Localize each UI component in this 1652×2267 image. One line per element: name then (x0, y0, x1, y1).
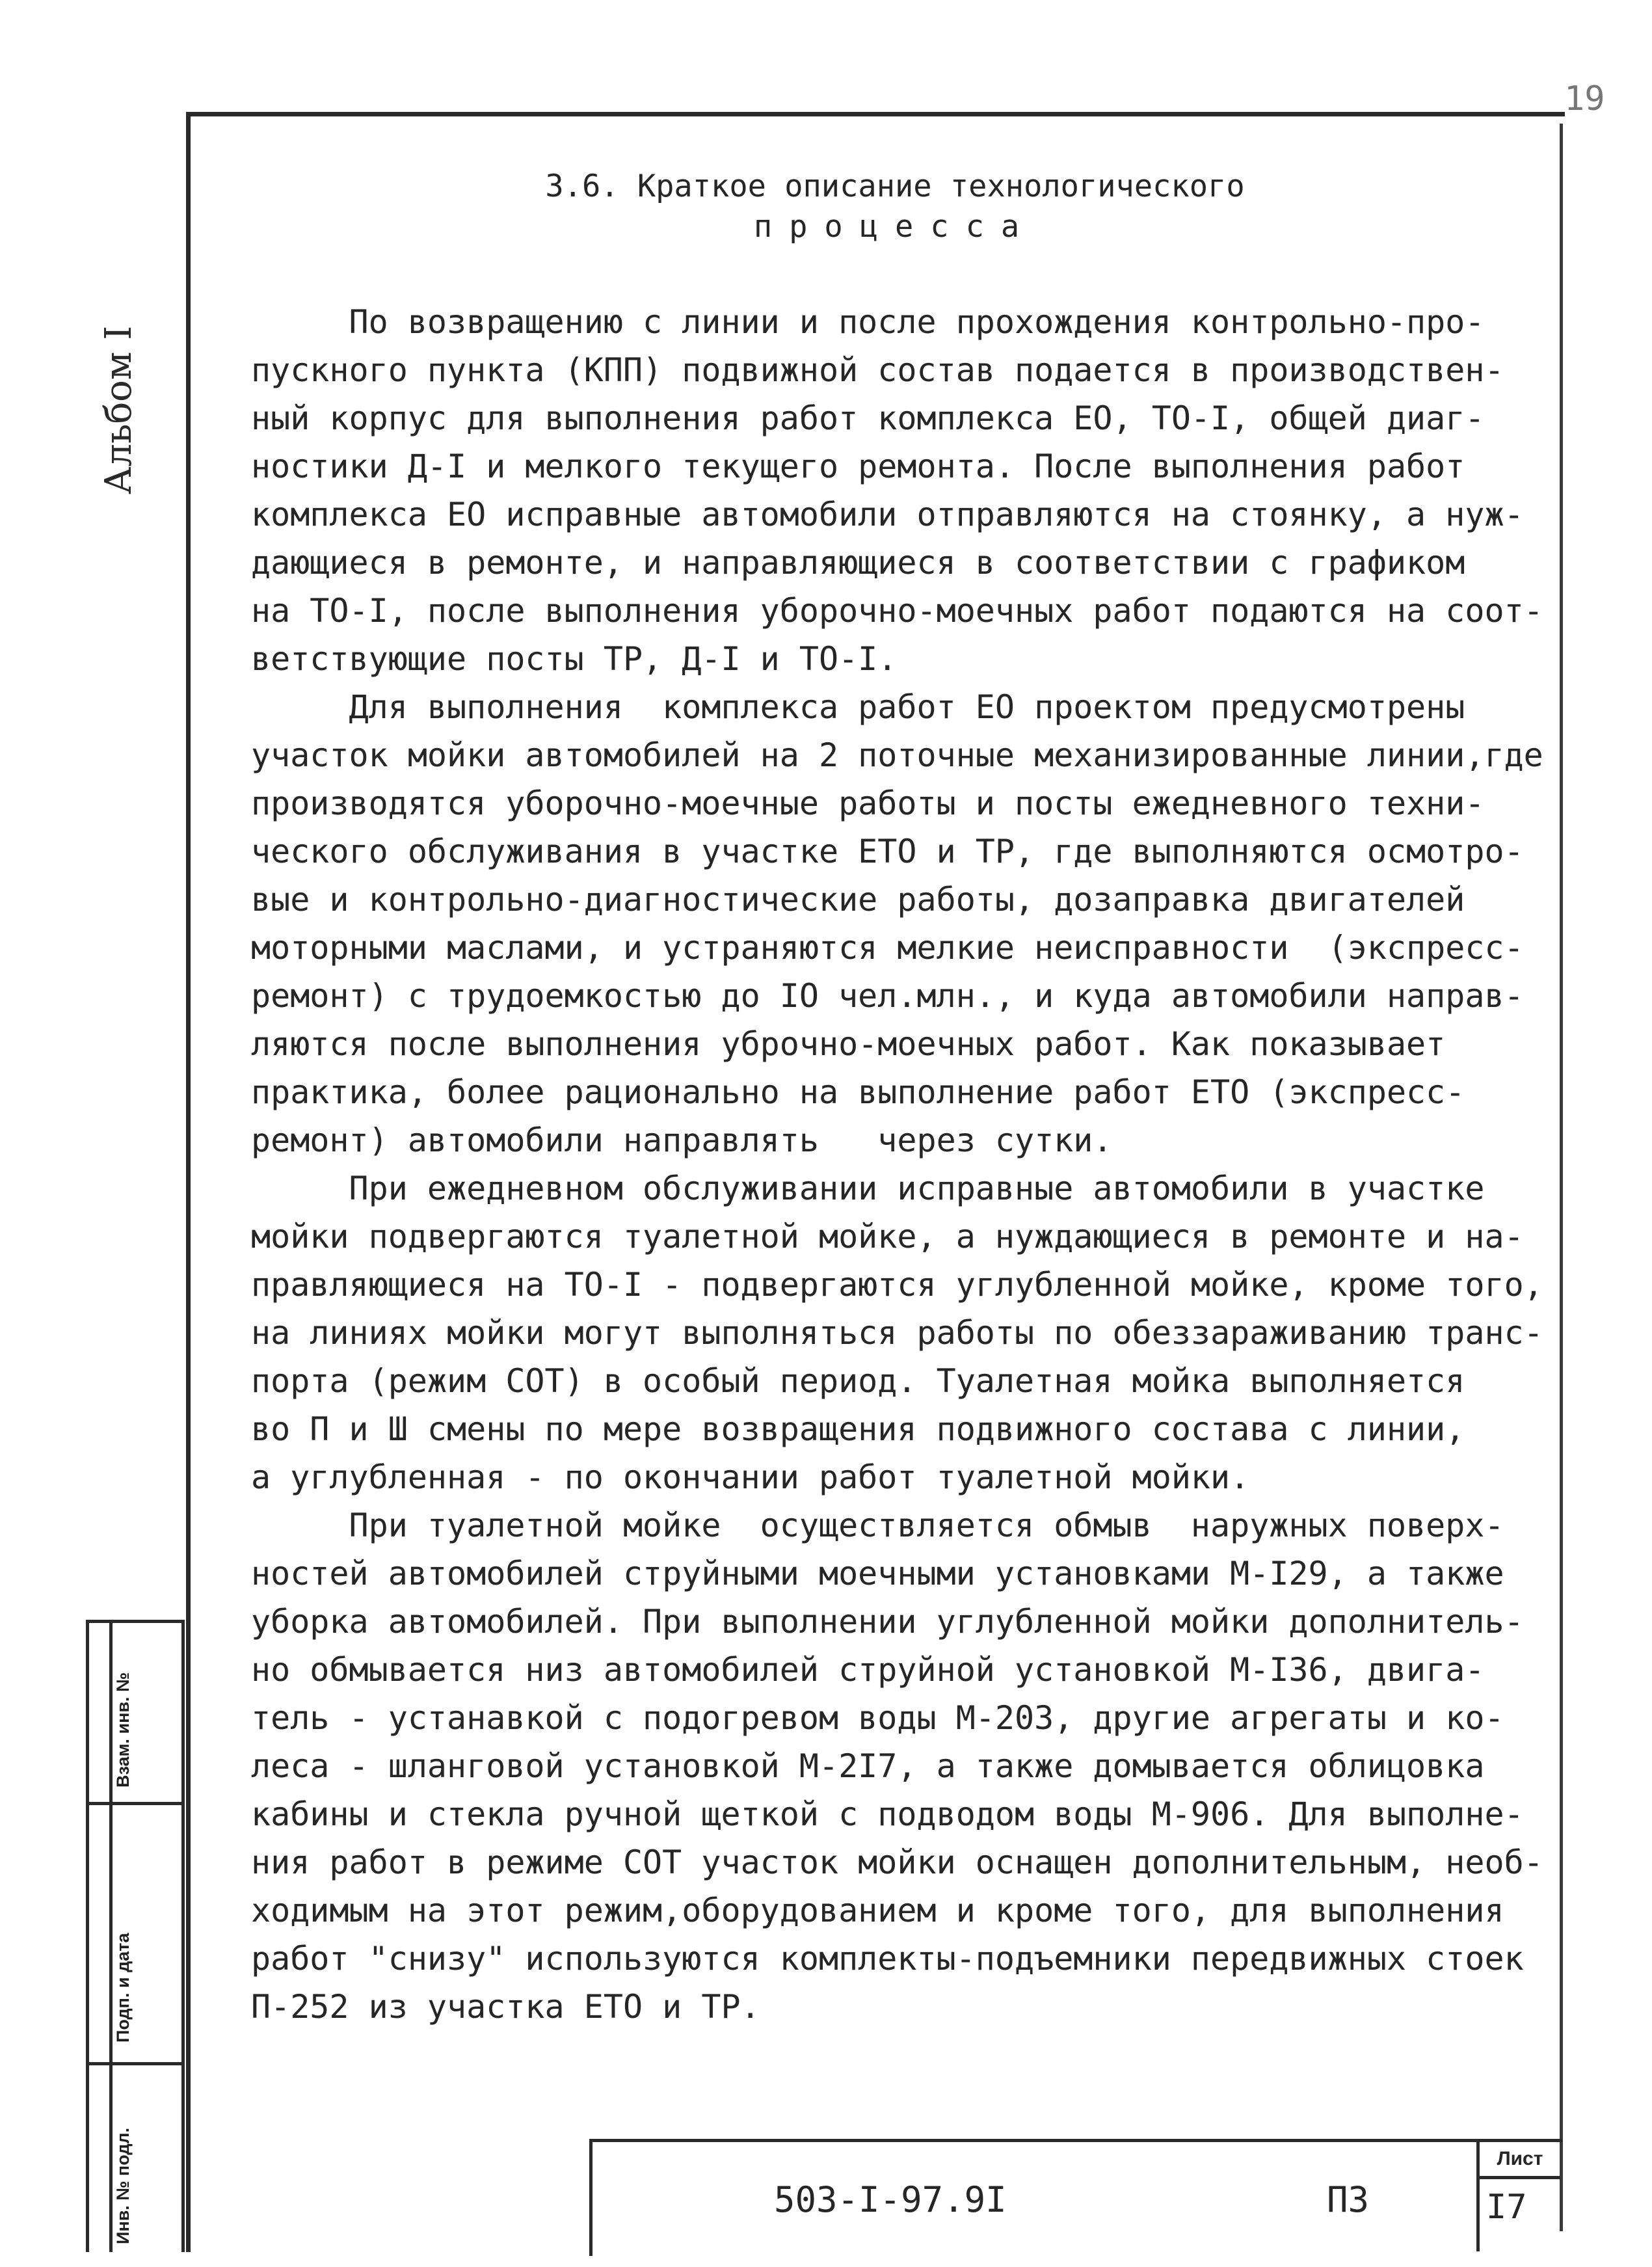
text-line: кабины и стекла ручной щеткой с подводом воды М-906. Для выполне- (251, 1795, 1524, 1833)
text-line: работ "снизу" используются комплекты-подъемники передвижных стоек (251, 1940, 1524, 1978)
text-line: а углубленная - по окончании работ туалетной мойки. (251, 1458, 1250, 1496)
corner-page-mark: 19 (1564, 79, 1605, 118)
text-line: тель - устанавкой с подогревом воды М-203, другие агрегаты и ко- (251, 1699, 1504, 1737)
text-line: уборка автомобилей. При выполнении углубленной мойки дополнитель- (251, 1603, 1524, 1641)
stamp-line (86, 2062, 185, 2065)
text-line: ремонт) с трудоемкостью до IO чел.млн., и куда автомобили направ- (251, 977, 1524, 1015)
text-line: леса - шланговой установкой М-2I7, а также домывается облицовка (251, 1747, 1485, 1785)
text-line: По возвращению с линии и после прохождения контрольно-про- (251, 303, 1485, 341)
section-title (251, 167, 1539, 247)
stamp-label-replacement-inv: Взам. инв. № (113, 1672, 133, 1788)
stamp-line (109, 1620, 113, 2252)
text-line: Для выполнения комплекса работ ЕО проектом предусмотрены (251, 688, 1465, 726)
text-line: ческого обслуживания в участке ЕТО и ТР, где выполняются осмотро- (251, 833, 1524, 870)
text-line: пускного пункта (КПП) подвижной состав подается в производствен- (251, 351, 1504, 389)
text-line: порта (режим СОТ) в особый период. Туалетная мойка выполняется (251, 1362, 1465, 1400)
stamp-label-signature-date: Подп. и дата (113, 1933, 133, 2043)
title-block-top-border (589, 2139, 1562, 2142)
text-line: мойки подвергаются туалетной мойке, а нуждающиеся в ремонте и на- (251, 1218, 1524, 1255)
text-line: ремонт) автомобили направлять через сутки. (251, 1121, 1113, 1159)
sheet-label: Лист (1480, 2142, 1560, 2179)
frame-right-border (1560, 124, 1563, 2231)
frame-left-border (186, 112, 191, 2252)
frame-top-border (186, 112, 1565, 116)
text-line: ностики Д-I и мелкого текущего ремонта. После выполнения работ (251, 448, 1465, 485)
text-line: ностей автомобилей струйными моечными установками М-I29, а также (251, 1555, 1504, 1592)
text-line: правляющиеся на ТО-I - подвергаются углубленной мойке, кроме того, (251, 1266, 1543, 1304)
text-line: на линиях мойки могут выполняться работы по обеззараживанию транс- (251, 1314, 1543, 1352)
paragraph (251, 1501, 1543, 2031)
text-line: вые и контрольно-диагностические работы, дозаправка двигателей (251, 881, 1465, 919)
text-line: во П и Ш смены по мере возвращения подвижного состава с линии, (251, 1410, 1465, 1448)
text-line: При ежедневном обслуживании исправные автомобили в участке (251, 1170, 1485, 1207)
document-type: ПЗ (1327, 2179, 1370, 2220)
stamp-line (86, 1620, 89, 2252)
text-line: ходимым на этот режим,оборудованием и кроме того, для выполнения (251, 1892, 1504, 1929)
paragraph (251, 1164, 1543, 1501)
stamp-label-original-inv: Инв. № подл. (113, 2127, 133, 2244)
text-line: дающиеся в ремонте, и направляющиеся в соответствии с графиком (251, 544, 1465, 582)
text-line: на ТО-I, после выполнения уборочно-моечных работ подаются на соот- (251, 592, 1543, 630)
text-line: ляются после выполнения уброчно-моечных работ. Как показывает (251, 1025, 1446, 1063)
text-line: комплекса ЕО исправные автомобили отправляются на стоянку, а нуж- (251, 496, 1524, 533)
text-line: но обмывается низ автомобилей струйной установкой М-I36, двига- (251, 1651, 1485, 1689)
album-label: Альбом I (98, 325, 140, 494)
text-line: ный корпус для выполнения работ комплекса ЕО, ТО-I, общей диаг- (251, 399, 1485, 437)
text-line: ветствующие посты ТР, Д-I и ТО-I. (251, 640, 898, 678)
stamp-line (181, 1620, 185, 2252)
paragraph (251, 683, 1543, 1164)
paragraphs (251, 298, 1543, 2031)
document-code: 503-I-97.9I (774, 2179, 1007, 2220)
text-line: П-252 из участка ЕТО и ТР. (251, 1988, 760, 2026)
text-line: моторными маслами, и устраняются мелкие неисправности (экспресс- (251, 929, 1524, 967)
stamp-line (86, 1620, 185, 1623)
text-line: При туалетной мойке осуществляется обмыв наружных поверх- (251, 1507, 1504, 1544)
stamp-line (86, 1802, 185, 1805)
side-stamp (86, 1620, 185, 2252)
text-line: участок мойки автомобилей на 2 поточные механизированные линии,где (251, 736, 1543, 774)
text-line: практика, более рационально на выполнение работ ЕТО (экспресс- (251, 1073, 1465, 1111)
sheet-number: I7 (1486, 2188, 1527, 2227)
section-title-line-2: процесса (753, 209, 1037, 245)
paragraph (251, 298, 1543, 683)
text-line: производятся уборочно-моечные работы и посты ежедневного техни- (251, 785, 1485, 822)
title-block-left-border (589, 2139, 593, 2256)
section-title-line-1: 3.6. Краткое описание технологического (545, 168, 1245, 204)
sheet-cell (1476, 2142, 1560, 2251)
text-line: ния работ в режиме СОТ участок мойки оснащен дополнительным, необ- (251, 1844, 1543, 1881)
document-body (251, 167, 1543, 2031)
